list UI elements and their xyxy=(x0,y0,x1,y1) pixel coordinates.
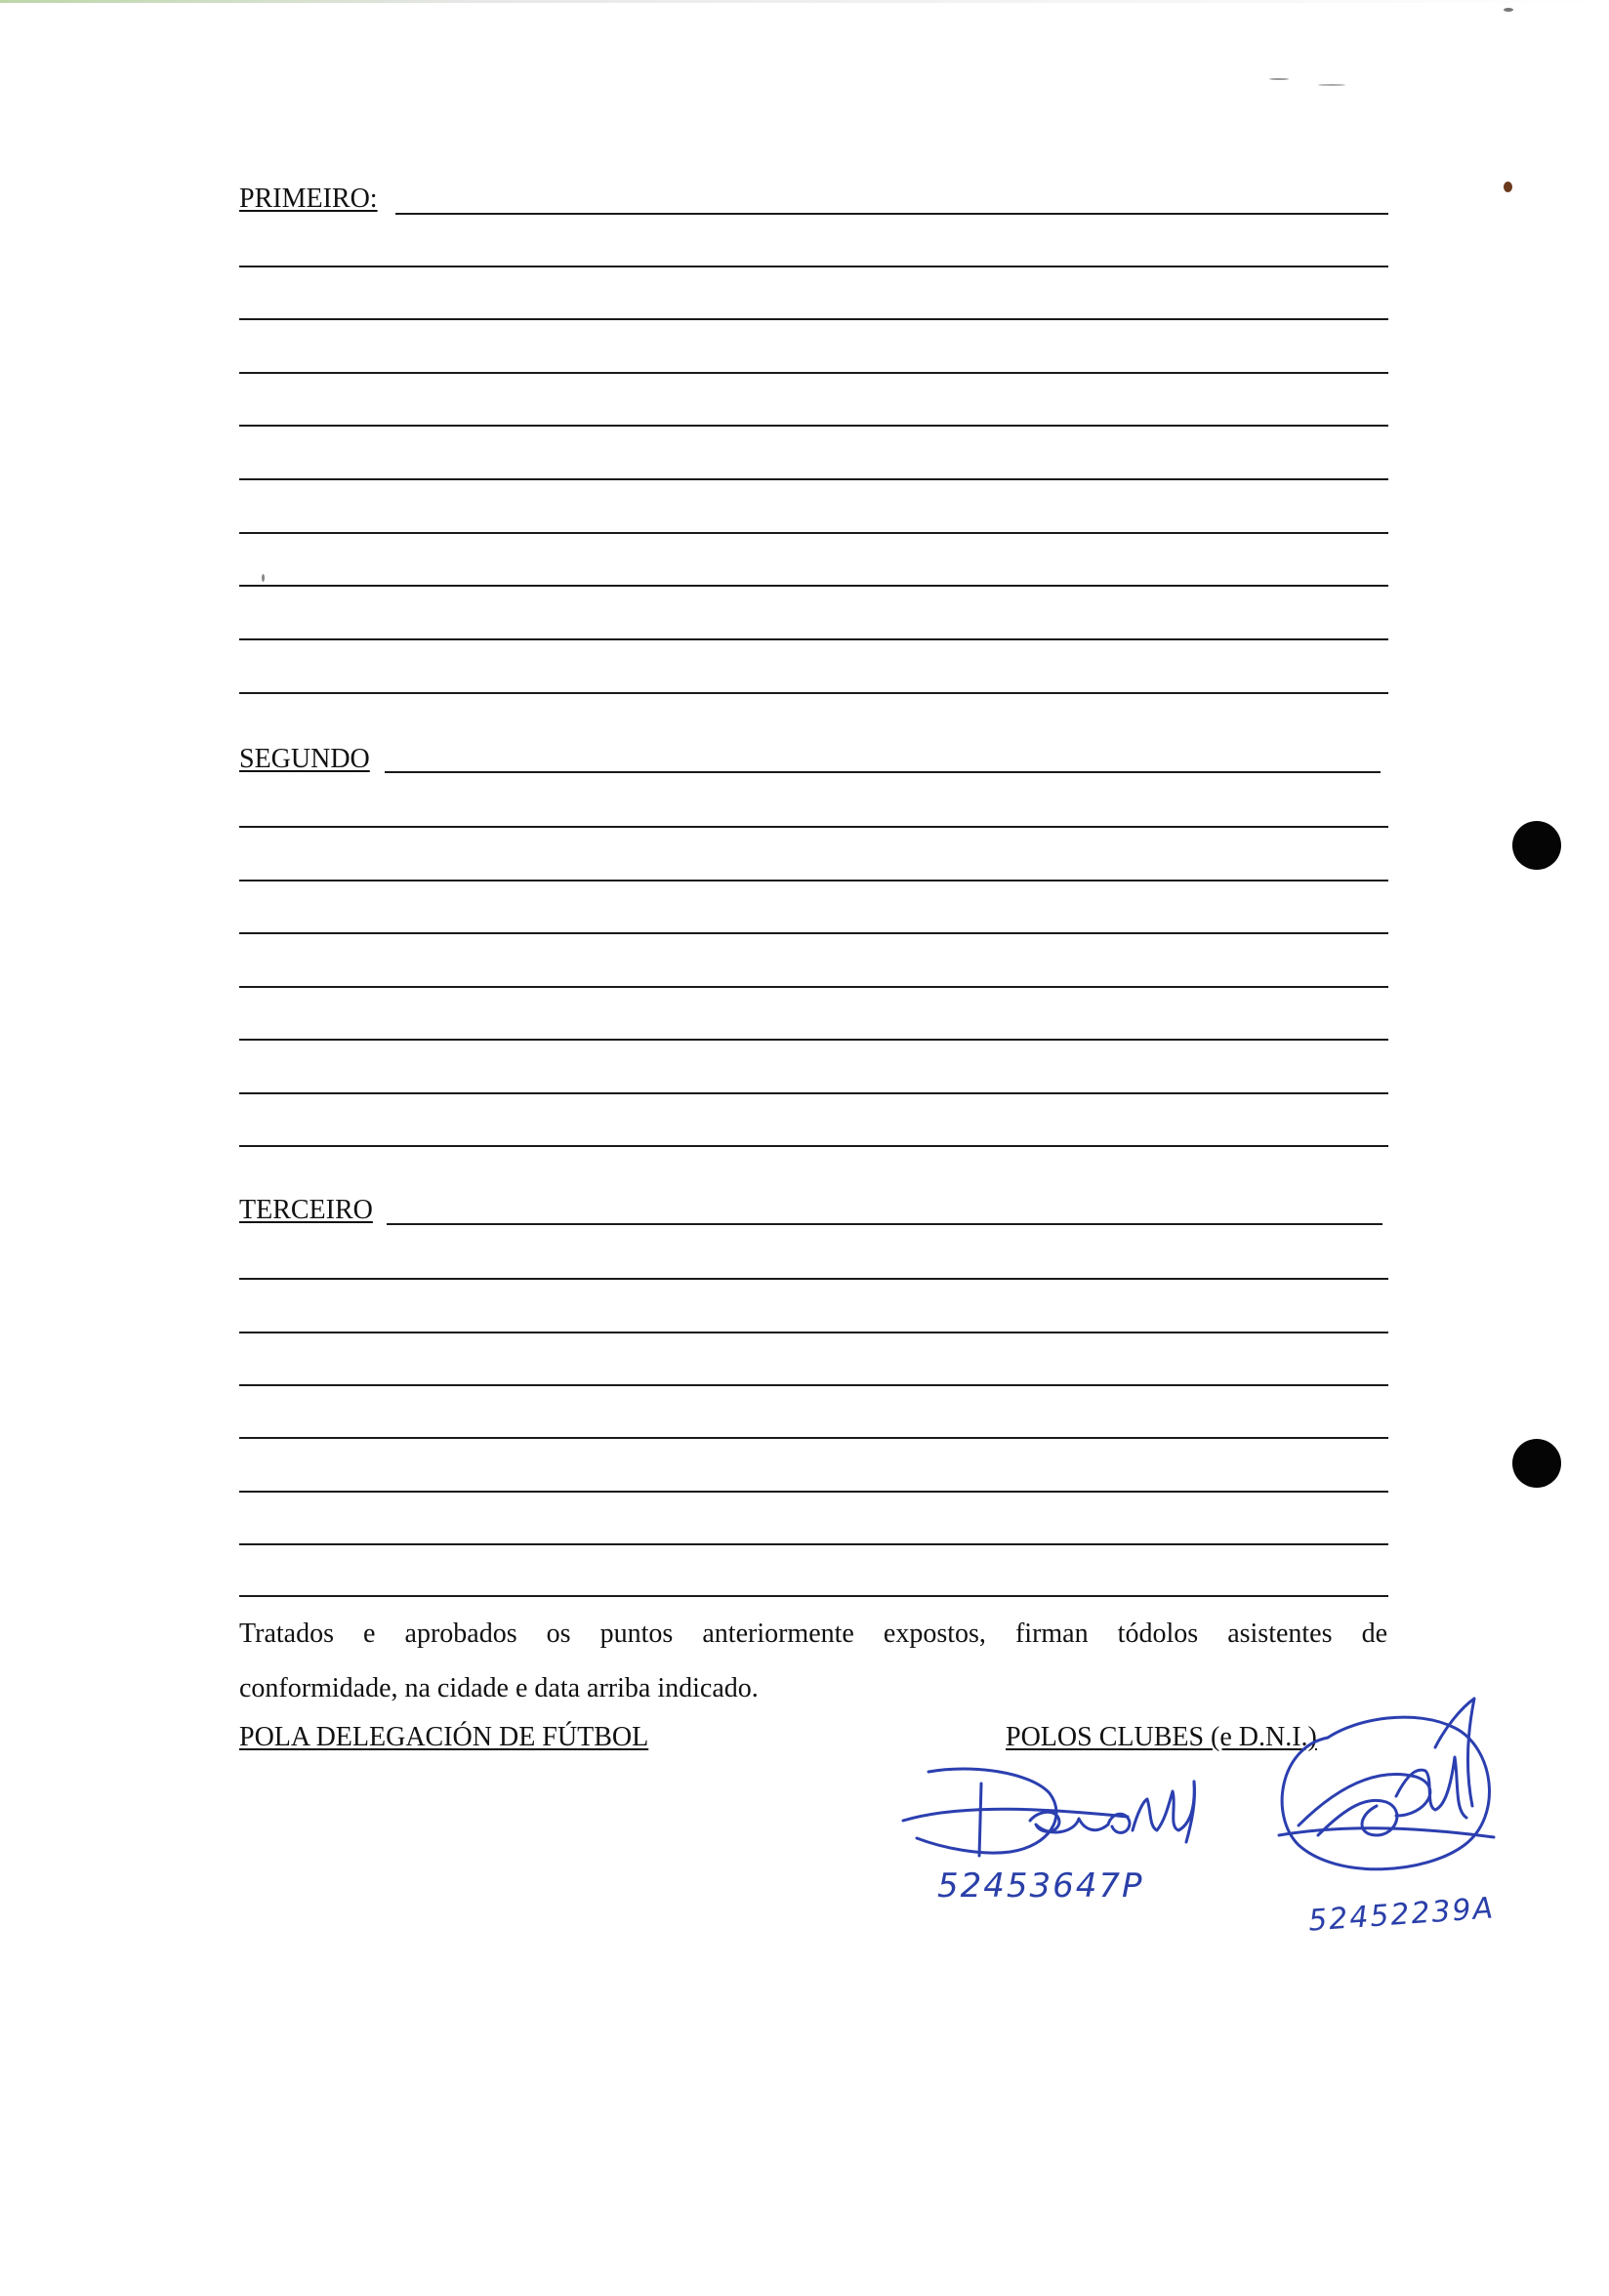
primeiro-blank-line xyxy=(239,266,1388,267)
punch-hole-upper xyxy=(1512,821,1561,870)
delegation-signature-heading: POLA DELEGACIÓN DE FÚTBOL xyxy=(239,1722,649,1752)
club-signature-2 xyxy=(1259,1689,1504,1884)
section-label-segundo: SEGUNDO xyxy=(239,744,370,774)
primeiro-blank-line xyxy=(239,425,1388,427)
primeiro-blank-line xyxy=(239,585,1388,587)
section-label-terceiro: TERCEIRO xyxy=(239,1195,373,1225)
segundo-blank-line xyxy=(239,1039,1388,1041)
primeiro-blank-line xyxy=(239,532,1388,534)
clubs-signature-heading: POLOS CLUBES (e D.N.I.) xyxy=(1006,1722,1317,1752)
primeiro-blank-line xyxy=(239,372,1388,374)
scan-edge xyxy=(0,0,1609,3)
segundo-first-line xyxy=(385,771,1381,773)
terceiro-first-line xyxy=(387,1223,1382,1225)
primeiro-blank-line xyxy=(239,478,1388,480)
terceiro-blank-line xyxy=(239,1278,1388,1280)
segundo-blank-line xyxy=(239,932,1388,934)
terceiro-blank-line xyxy=(239,1332,1388,1333)
primeiro-blank-line xyxy=(239,318,1388,320)
primeiro-blank-line xyxy=(239,638,1388,640)
segundo-blank-line xyxy=(239,1092,1388,1094)
segundo-blank-line xyxy=(239,986,1388,988)
club-signature-2-id: 52452239A xyxy=(1307,1891,1497,1939)
closing-paragraph-line-2: conformidade, na cidade e data arriba indicado. xyxy=(239,1673,759,1703)
closing-paragraph xyxy=(239,1607,1387,1716)
segundo-blank-line xyxy=(239,880,1388,882)
punch-hole-lower xyxy=(1512,1439,1561,1488)
scan-speck xyxy=(262,574,265,582)
terceiro-blank-line xyxy=(239,1384,1388,1386)
terceiro-blank-line xyxy=(239,1437,1388,1439)
terceiro-blank-line xyxy=(239,1595,1388,1597)
scan-speck xyxy=(1318,84,1345,86)
segundo-blank-line xyxy=(239,1145,1388,1147)
terceiro-blank-line xyxy=(239,1543,1388,1545)
segundo-blank-line xyxy=(239,826,1388,828)
scan-speck xyxy=(1269,78,1289,80)
club-signature-1 xyxy=(903,1762,1216,1869)
club-signature-1-id: 52453647P xyxy=(937,1866,1144,1906)
closing-paragraph-line-1: Tratados e aprobados os puntos anteriormente expostos, firman tódolos asistentes de xyxy=(239,1619,1387,1649)
scan-speck xyxy=(1504,8,1513,12)
primeiro-blank-line xyxy=(239,692,1388,694)
section-label-primeiro: PRIMEIRO: xyxy=(239,184,378,214)
terceiro-blank-line xyxy=(239,1491,1388,1493)
primeiro-first-line xyxy=(395,213,1388,215)
scan-speck xyxy=(1504,182,1512,192)
